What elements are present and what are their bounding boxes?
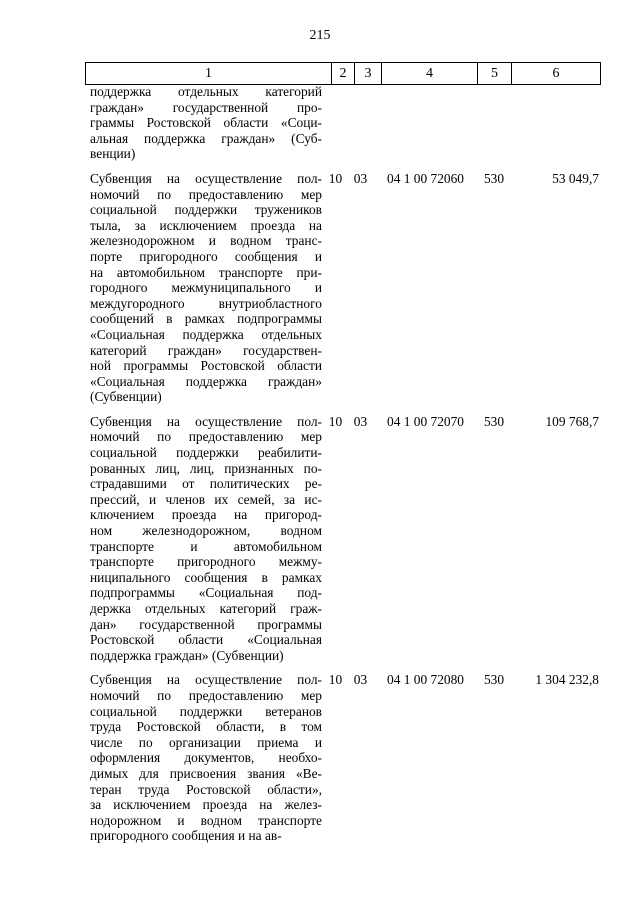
expense-type-code: 530 xyxy=(483,672,505,688)
description-line: междугородного внутриобластного xyxy=(90,295,322,311)
description-line: Ростовской области «Социальная xyxy=(90,632,322,648)
header-col-4: 4 xyxy=(382,63,478,85)
description-line: «Социальная поддержка отдельных xyxy=(90,326,322,342)
description-line: прессий, и членов их семей, за ис- xyxy=(90,491,322,507)
row-description xyxy=(85,672,324,844)
description-line: граммы Ростовской области «Соци- xyxy=(90,115,322,131)
subsection-code: 03 xyxy=(353,672,368,688)
expense-type-code: 530 xyxy=(483,413,505,429)
subsection-code: 03 xyxy=(353,170,368,186)
description-line: ном железнодорожном, водном xyxy=(90,523,322,539)
description-line: на автомобильном транспорте при- xyxy=(90,264,322,280)
description-line: «Социальная поддержка граждан» xyxy=(90,373,322,389)
description-line: транспорте пригородного межму- xyxy=(90,554,322,570)
row-description xyxy=(85,414,324,664)
description-line: димых для присвоения звания «Ве- xyxy=(90,765,322,781)
section-code: 10 xyxy=(328,413,343,429)
description-line: пригородного сообщения и на ав- xyxy=(90,828,282,844)
description-line: социальной поддержки тружеников xyxy=(90,202,322,218)
header-row xyxy=(86,63,601,85)
table-row xyxy=(85,672,600,844)
amount: 109 768,7 xyxy=(545,413,599,429)
target-article-code: 04 1 00 72080 xyxy=(387,672,464,688)
description-line: граждан» государственной про- xyxy=(90,99,322,115)
description-line: поддержка граждан» (Субвенции) xyxy=(90,647,284,663)
description-line: ной программы Ростовской области xyxy=(90,358,322,374)
subsection-code: 03 xyxy=(353,413,368,429)
table-row xyxy=(85,414,600,664)
description-line: числе по организации приема и xyxy=(90,734,322,750)
description-line: Субвенция на осуществление пол- xyxy=(90,672,322,688)
section-code: 10 xyxy=(328,170,343,186)
description-line: сообщений в рамках подпрограммы xyxy=(90,311,322,327)
description-line: дан» государственной программы xyxy=(90,616,322,632)
description-line: номочий по предоставлению мер xyxy=(90,687,322,703)
header-col-5: 5 xyxy=(478,63,512,85)
table-row xyxy=(85,84,600,162)
amount: 1 304 232,8 xyxy=(535,672,599,688)
description-line: ключением проезда на пригород- xyxy=(90,507,322,523)
description-line: альная поддержка граждан» (Суб- xyxy=(90,130,322,146)
description-line: рованных лиц, лиц, признанных по- xyxy=(90,460,322,476)
section-code: 10 xyxy=(328,672,343,688)
description-line: подпрограммы «Социальная под- xyxy=(90,585,322,601)
description-line: нодорожном и водном транспорте xyxy=(90,812,322,828)
description-line: железнодорожном и водном транс- xyxy=(90,233,322,249)
expense-type-code: 530 xyxy=(483,170,505,186)
header-col-6: 6 xyxy=(512,63,601,85)
description-line: оформления документов, необхо- xyxy=(90,750,322,766)
description-line: ниципального сообщения в рамках xyxy=(90,569,322,585)
description-line: теран труда Ростовской области», xyxy=(90,781,322,797)
description-line: тыла, за исключением проезда на xyxy=(90,217,322,233)
description-line: транспорте и автомобильном xyxy=(90,538,322,554)
target-article-code: 04 1 00 72070 xyxy=(387,413,464,429)
description-line: за исключением проезда на желез- xyxy=(90,797,322,813)
table-header xyxy=(85,62,601,85)
description-line: категорий граждан» государствен- xyxy=(90,342,322,358)
description-line: Субвенция на осуществление пол- xyxy=(90,413,322,429)
table-row xyxy=(85,171,600,405)
header-col-3: 3 xyxy=(355,63,382,85)
description-line: держка отдельных категорий граж- xyxy=(90,601,322,616)
amount: 53 049,7 xyxy=(552,170,599,186)
row-description xyxy=(85,171,324,405)
description-line: труда Ростовской области, в том xyxy=(90,719,322,735)
description-line: социальной поддержки ветеранов xyxy=(90,703,322,719)
description-line: Субвенция на осуществление пол- xyxy=(90,170,322,186)
description-line: поддержка отдельных категорий xyxy=(90,84,322,99)
description-line: венции) xyxy=(90,146,136,162)
description-line: страдавшими от политических ре- xyxy=(90,476,322,492)
description-line: номочий по предоставлению мер xyxy=(90,429,322,445)
description-line: социальной поддержки реабилити- xyxy=(90,445,322,461)
table-body xyxy=(85,84,600,844)
description-line: городного межмуниципального и xyxy=(90,280,322,296)
description-line: (Субвенции) xyxy=(90,389,162,405)
description-line: номочий по предоставлению мер xyxy=(90,186,322,202)
target-article-code: 04 1 00 72060 xyxy=(387,170,464,186)
row-description xyxy=(85,84,324,162)
header-col-2: 2 xyxy=(332,63,355,85)
page-number: 215 xyxy=(309,28,331,43)
header-col-1: 1 xyxy=(86,63,332,85)
description-line: порте пригородного сообщения и xyxy=(90,248,322,264)
